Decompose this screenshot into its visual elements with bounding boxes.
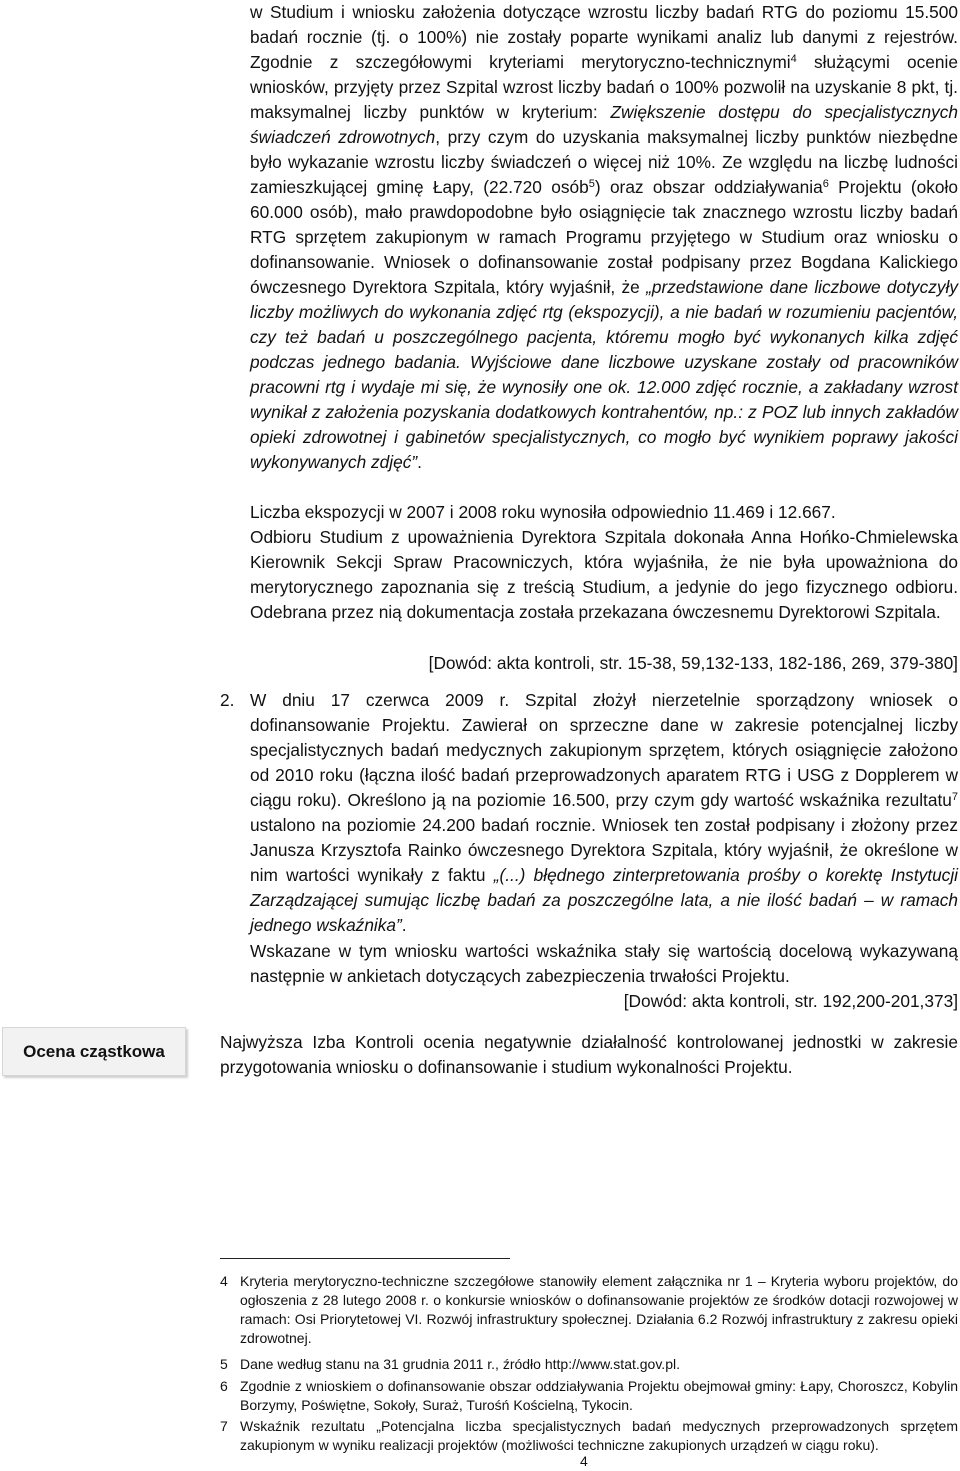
proof-reference-2 — [250, 989, 958, 1014]
footnote-7-text: Wskaźnik rezultatu „Potencjalna liczba specjalistycznych badań medycznych przeprowadzonych sprzętem zakupionym w wyniku realizacji projektów (możliwości techniczne zakupionych urządzeń w ciągu roku). — [240, 1418, 958, 1453]
paragraph-rtg-assumptions — [250, 0, 958, 475]
paragraph-assessment — [220, 1030, 958, 1080]
assessment-label-box — [2, 1027, 186, 1076]
footnote-4-number: 4 — [220, 1273, 228, 1289]
rtg-text-quote: Zwiększenie dostępu do specjalistycznych świadczeń zdrowotnych — [250, 102, 959, 147]
rtg-text-run: w Studium i wniosku założenia dotyczące wzrostu liczby badań RTG do poziomu 15.500 badań rocznie (tj. o 100%) nie zostały poparte wynikami analiz lub danymi z rejestrów. Zgodnie z szczegółowymi kryteriami merytoryczno-technicznymi — [250, 2, 958, 72]
footnote-5-text: Dane według stanu na 31 grudnia 2011 r., źródło http://www.stat.gov.pl. — [240, 1356, 680, 1372]
footnote-4 — [220, 1272, 958, 1348]
footnote-5 — [220, 1355, 958, 1374]
list-number-2: 2. — [220, 690, 235, 710]
footnote-separator — [220, 1258, 510, 1259]
application-text-run: . — [401, 915, 407, 935]
rtg-text-run: Projektu (około 60.000 osób), mało prawdopodobne było osiągnięcie tak znacznego wzrostu liczby badań RTG sprzętem zakupionym w ramach Programu przyjętego w Studium oraz wniosku o dofinansowanie. Wniosek o dofinansowanie został podpisany przez Bogdana Kalickiego ówczesnego Dyrektora Szpitala, który wyjaśnił, że — [250, 177, 958, 297]
application-text-quote: „(...) błędnego zinterpretowania prośby o korektę Instytucji Zarządzającej sumując liczbę badań za poszczególne lata, a nie ilość badań – w ramach jednego wskaźnika” — [250, 865, 959, 935]
footnote-6-number: 6 — [220, 1378, 228, 1394]
footnote-ref-6: 6 — [822, 178, 829, 190]
proof-1-text: [Dowód: akta kontroli, str. 15-38, 59,132-133, 182-186, 269, 379-380] — [428, 653, 958, 673]
paragraph-rtg-text — [250, 0, 958, 475]
paragraph-application — [250, 688, 958, 938]
exposures-text: Liczba ekspozycji w 2007 i 2008 roku wynosiła odpowiednio 11.469 i 12.667. — [250, 502, 836, 522]
application-text — [250, 688, 958, 938]
rtg-text-run: ) oraz obszar oddziaływania — [594, 177, 823, 197]
rtg-text-quote: „przedstawione dane liczbowe dotyczyły liczby możliwych do wykonania zdjęć rtg (ekspozycji), a nie badań w rozumieniu pacjentów, czy też badań u poszczególnego pacjenta, któremu mogło być wykonanych kilka zdjęć podczas jednego badania. Wyjściowe dane liczbowe uzyskane zostały od pracowników pracowni rtg i wydaje mi się, że wynosiły one ok. 12.000 zdjęć rocznie, a zakładany wzrost wynikał z założenia pozyskania dodatkowych kontrahentów, np.: z POZ lub innych zakładów opieki zdrowotnej i gabinetów specjalistycznych, co mogło być wynikiem poprawy jakości wykonywanych zdjęć” — [250, 277, 958, 472]
rtg-text-run: . — [417, 452, 422, 472]
page-number: 4 — [580, 1453, 588, 1469]
footnote-4-text: Kryteria merytoryczno-techniczne szczegółowe stanowiły element załącznika nr 1 – Kryteria wyboru projektów, do ogłoszenia z 28 lutego 2008 r. o konkursie wniosków o dofinansowanie projektów ze środków dotacji rozwojowej w ramach: Osi Priorytetowej VI. Rozwój infrastruktury społecznej. Działania 6.2 Rozwój infrastruktury z zakresu opieki zdrowotnej. — [240, 1273, 958, 1346]
footnote-6-text: Zgodnie z wnioskiem o dofinansowanie obszar oddziaływania Projektu obejmował gminy: Łapy, Choroszcz, Kobylin Borzymy, Poświętne, Sokoły, Suraż, Turośń Kościelną, Tykocin. — [240, 1378, 958, 1413]
rtg-text-run: , przy czym do uzyskania maksymalnej liczby punktów niezbędne było wykazanie wzrostu liczby świadczeń o więcej niż 10%. Ze względu na liczbę ludności zamieszkującej gminę Łapy, (22.720 osób — [250, 127, 959, 197]
proof-2-text: [Dowód: akta kontroli, str. 192,200-201,373] — [623, 991, 958, 1011]
paragraph-exposures — [250, 500, 958, 525]
footnote-ref-5: 5 — [588, 178, 595, 190]
study-receipt-text: Odbioru Studium z upoważnienia Dyrektora Szpitala dokonała Anna Hońko-Chmielewska Kierownik Sekcji Spraw Pracowniczych, która wyjaśniła, że nie była upoważniona do merytorycznego zapoznania się z treścią Studium, a jedynie do jego fizycznego odbioru. Odebrana przez nią dokumentacja została przekazana ówczesnemu Dyrektorowi Szpitala. — [250, 527, 958, 622]
indicator-text: Wskazane w tym wniosku wartości wskaźnika stały się wartością docelową wykazywaną następnie w ankietach dotyczących zabezpieczenia trwałości Projektu. — [250, 941, 958, 986]
footnote-ref-7: 7 — [951, 791, 958, 803]
application-text-run: ustalono na poziomie 24.200 badań rocznie. Wniosek ten został podpisany i złożony przez Janusza Krzysztofa Rainko ówczesnego Dyrektora Szpitala, który wyjaśnił, że określone w nim wartości wynikały z faktu — [250, 815, 958, 885]
assessment-label: Ocena cząstkowa — [23, 1041, 165, 1061]
proof-reference-1 — [250, 651, 958, 676]
assessment-text: Najwyższa Izba Kontroli ocenia negatywnie działalność kontrolowanej jednostki w zakresie przygotowania wniosku o dofinansowanie i studium wykonalności Projektu. — [220, 1032, 958, 1077]
paragraph-study-receipt — [250, 525, 958, 625]
footnote-ref-4: 4 — [790, 53, 797, 65]
footnote-6 — [220, 1377, 958, 1415]
application-text-run: W dniu 17 czerwca 2009 r. Szpital złożył nierzetelnie sporządzony wniosek o dofinansowanie Projektu. Zawierał on sprzeczne dane w zakresie potencjalnej liczby specjalistycznych badań medycznych zakupionym sprzętem, których osiągnięcie założono od 2010 roku (łączna ilość badań przeprowadzonych aparatem RTG i USG z Dopplerem w ciągu roku). Określono ją na poziomie 16.500, przy czym gdy wartość wskaźnika rezultatu — [250, 690, 958, 810]
paragraph-indicator — [250, 939, 958, 989]
footnote-5-number: 5 — [220, 1356, 228, 1372]
footnote-7-number: 7 — [220, 1418, 228, 1434]
rtg-text-run: służącymi ocenie wniosków, przyjęty przez Szpital wzrost liczby badań o 100% pozwolił na uzyskanie 8 pkt, tj. maksymalnej liczby punktów w kryterium: — [250, 52, 958, 122]
footnote-7 — [220, 1417, 958, 1455]
